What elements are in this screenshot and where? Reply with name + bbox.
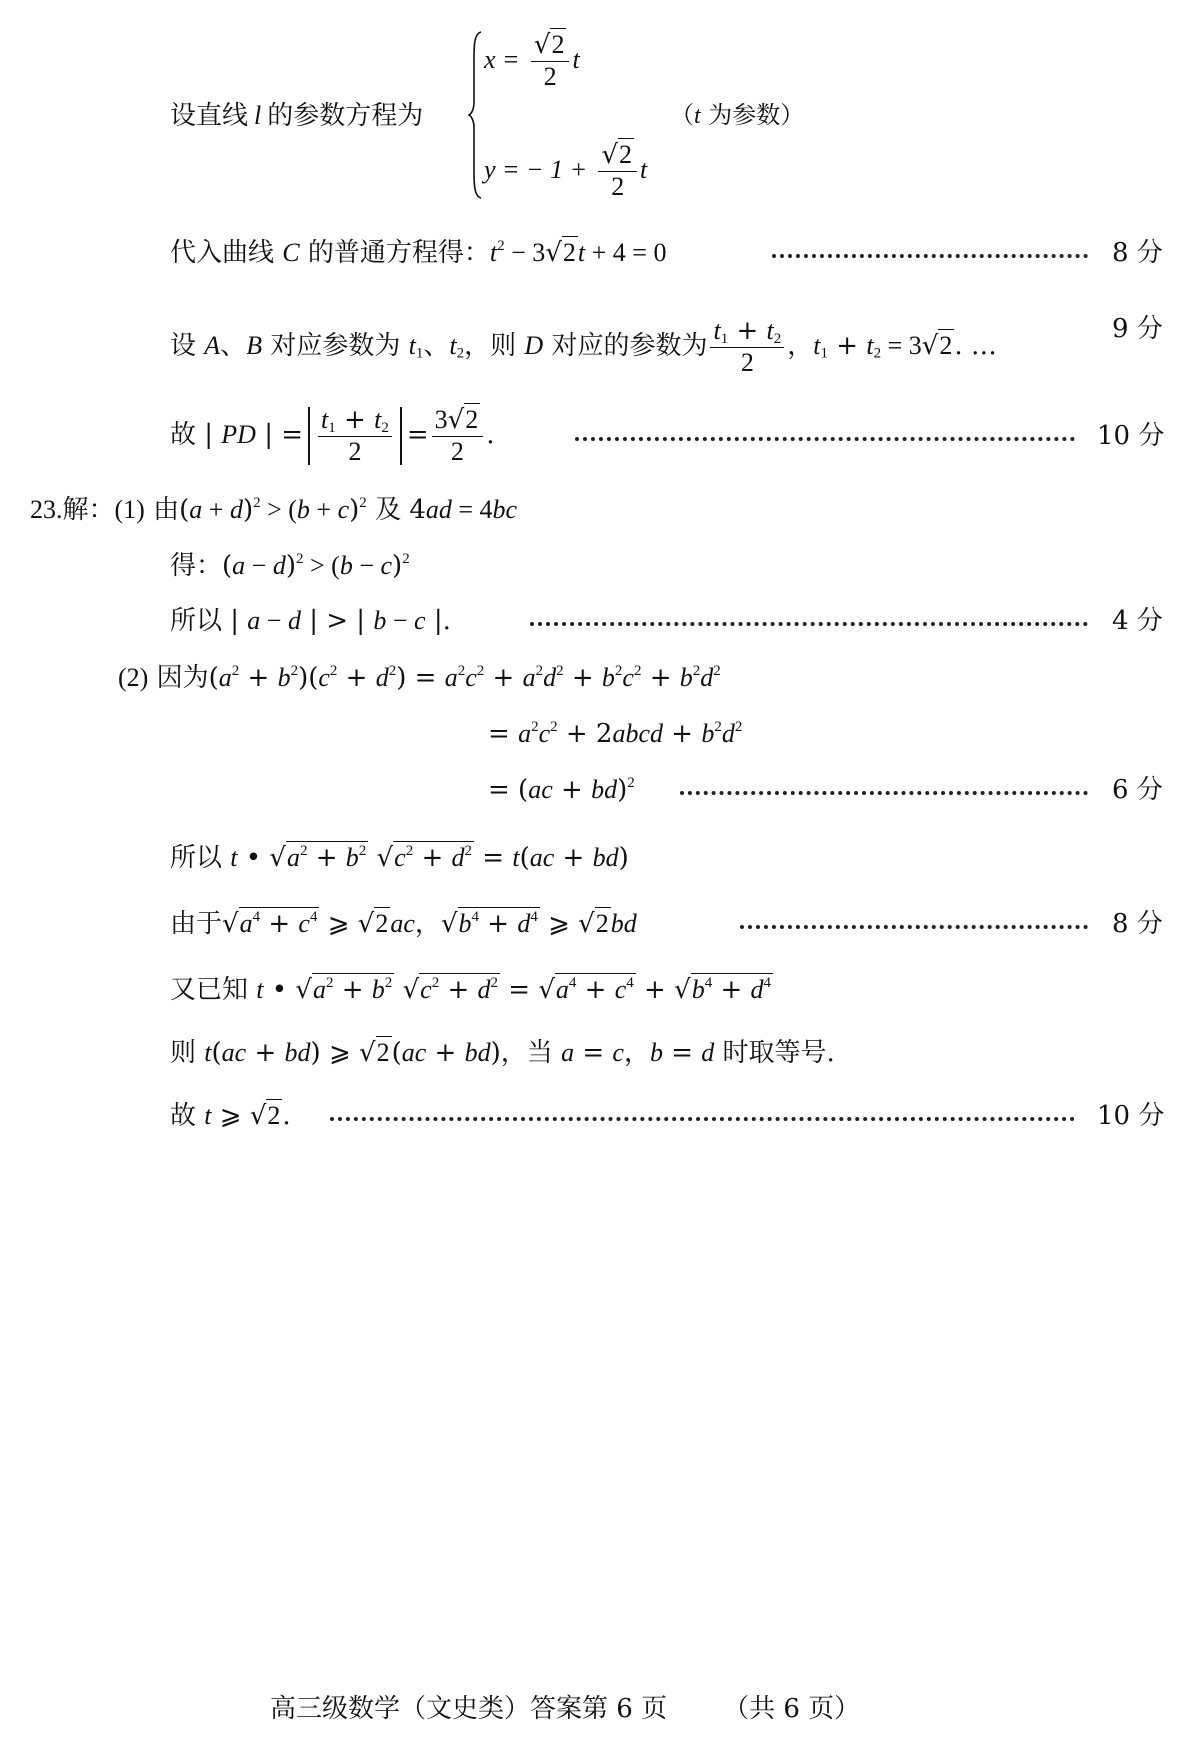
score-leader [772, 254, 1088, 258]
footer-title: 高三级数学（文史类）答案第 6 页 [270, 1694, 668, 1724]
q23-line1: 23.解：(1) 由$(a + d)^2 > (b + c)^2$ 及 4ad = 4bc [30, 494, 518, 525]
q23-line11: 故 t ⩾ √2. [170, 1101, 291, 1131]
q23-line4: (2) 因为$(a^2 + b^2)(c^2 + d^2) = a^2c^2 + a^2d^2 + b^2c^2 + b^2d^2$ [118, 662, 721, 693]
q23-line2: 得：$(a - d)^2 > (b - c)^2$ [170, 550, 410, 581]
score-leader [330, 1117, 1075, 1121]
param-eq-intro: 设直线 l 的参数方程为 [170, 101, 424, 131]
score-10-a: 10 分 [1097, 421, 1165, 451]
score-leader [530, 622, 1088, 626]
q23-line7: 所以 t • $√a^2 + b^2$ $√c^2 + d^2 = t(ac + bd)$ [170, 842, 629, 873]
score-8-a: 8 分 [1112, 238, 1163, 268]
footer-total: （共 6 页） [723, 1694, 861, 1724]
param-eq-y: y = − 1 + $\frac{√2}{2}$ t [484, 140, 648, 201]
param-note: （t 为参数） [670, 101, 805, 129]
score-leader [680, 791, 1088, 795]
q23-line8: 由于$√a^4 + c^4$ ⩾ √2ac，$√b^4 + d^4$ ⩾ √2bd [170, 908, 637, 939]
substitute-line: 代入曲线 C 的普通方程得：$t^2 - 3√2t + 4 = 0$ [170, 237, 667, 268]
score-8-b: 8 分 [1112, 909, 1163, 939]
q23-line9: 又已知 t • $√a^2 + b^2$ $√c^2 + d^2 = √a^4 + c^4 + √b^4 + d^4$ [170, 974, 772, 1005]
left-brace [468, 30, 482, 200]
score-9: 9 分 [1112, 314, 1163, 344]
score-6: 6 分 [1112, 775, 1163, 805]
score-4: 4 分 [1112, 606, 1163, 636]
score-leader [740, 925, 1088, 929]
page-footer [270, 1688, 860, 1725]
param-ab-line: 设 A、B 对应参数为 $t_1$、$t_2$，则 D 对应的参数为 $\frac{t_1 + t_2}{2}$ ，$t_1 + t_2 = 3√2$. … [170, 316, 997, 377]
q23-line5: = $a^2c^2$ + 2abcd + $b^2d^2$ [488, 718, 743, 749]
param-eq-x: x = $\frac{√2}{2}$ t [484, 30, 580, 91]
q23-line6: = (ac + bd)$^2$ [488, 774, 635, 805]
q23-line10: 则 t(ac + bd) ⩾ √2(ac + bd)，当 a = c，b = d 时取等号. [170, 1038, 835, 1068]
score-leader [575, 437, 1075, 441]
pd-line: 故 | PD | = $\frac{t_1 + t_2}{2}$ = $\frac{3√2}{2}$ . [170, 405, 495, 466]
q23-line3: 所以 | a − d | > | b − c |. [170, 606, 451, 636]
score-10-b: 10 分 [1097, 1101, 1165, 1131]
